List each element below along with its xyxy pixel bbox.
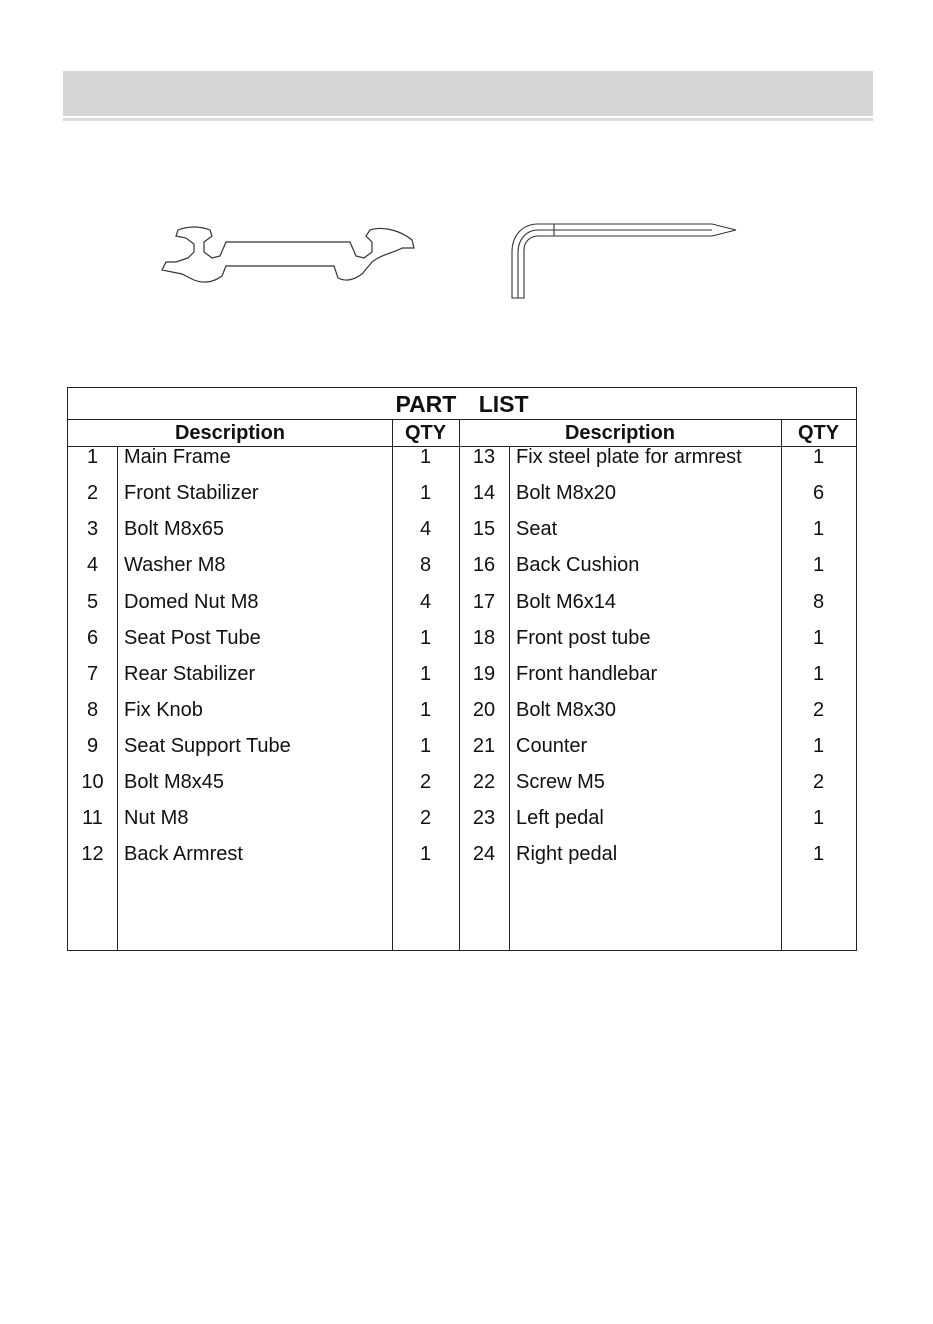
part-description: Main Frame <box>124 446 231 468</box>
part-qty: 2 <box>812 771 825 793</box>
part-number: 20 <box>472 699 496 721</box>
part-number: 23 <box>472 807 496 829</box>
part-number: 8 <box>86 699 99 721</box>
part-number: 2 <box>86 482 99 504</box>
part-number: 6 <box>86 627 99 649</box>
col-divider <box>509 446 510 950</box>
part-qty: 4 <box>419 591 432 613</box>
part-number: 22 <box>472 771 496 793</box>
part-description: Bolt M8x30 <box>516 699 617 721</box>
part-number: 21 <box>472 735 496 757</box>
tools-illustration <box>0 0 933 330</box>
part-qty: 1 <box>812 518 825 540</box>
parts-table <box>67 387 857 951</box>
part-number: 13 <box>472 446 496 468</box>
part-number: 18 <box>472 627 496 649</box>
part-description: Back Cushion <box>516 554 640 576</box>
part-number: 15 <box>472 518 496 540</box>
part-qty: 1 <box>812 663 825 685</box>
part-description: Seat Post Tube <box>124 627 261 649</box>
part-description: Bolt M6x14 <box>516 591 617 613</box>
part-qty: 1 <box>419 446 432 468</box>
part-qty: 2 <box>419 771 432 793</box>
part-description: Nut M8 <box>124 807 189 829</box>
part-qty: 1 <box>812 735 825 757</box>
part-qty: 1 <box>812 843 825 865</box>
part-description: Seat Support Tube <box>124 735 291 757</box>
part-number: 11 <box>82 807 103 829</box>
part-description: Fix Knob <box>124 699 203 721</box>
part-number: 12 <box>81 843 104 865</box>
part-qty: 1 <box>812 627 825 649</box>
part-number: 19 <box>472 663 496 685</box>
part-description: Bolt M8x45 <box>124 771 225 793</box>
wrench-icon <box>160 222 416 284</box>
header-description-right: Description <box>564 422 676 444</box>
part-qty: 1 <box>812 554 825 576</box>
part-qty: 1 <box>419 699 432 721</box>
part-qty: 2 <box>419 807 432 829</box>
part-description: Right pedal <box>516 843 618 865</box>
part-number: 3 <box>86 518 99 540</box>
part-description: Washer M8 <box>124 554 226 576</box>
part-description: Front Stabilizer <box>124 482 259 504</box>
part-number: 1 <box>86 446 99 468</box>
part-description: Domed Nut M8 <box>124 591 259 613</box>
part-number: 9 <box>86 735 99 757</box>
part-number: 17 <box>472 591 496 613</box>
part-number: 10 <box>81 771 104 793</box>
header-qty-left: QTY <box>404 422 447 444</box>
part-description: Counter <box>516 735 588 757</box>
part-qty: 1 <box>419 627 432 649</box>
part-description: Left pedal <box>516 807 604 829</box>
part-description: Seat <box>516 518 558 540</box>
part-qty: 1 <box>419 735 432 757</box>
part-qty: 1 <box>419 663 432 685</box>
part-description: Rear Stabilizer <box>124 663 256 685</box>
part-number: 16 <box>472 554 496 576</box>
part-number: 14 <box>472 482 496 504</box>
col-divider <box>117 446 118 950</box>
part-description: Bolt M8x65 <box>124 518 225 540</box>
part-qty: 1 <box>812 446 825 468</box>
part-description: Front post tube <box>516 627 651 649</box>
part-qty: 6 <box>812 482 825 504</box>
part-description: Bolt M8x20 <box>516 482 617 504</box>
header-description-left: Description <box>174 422 286 444</box>
part-qty: 1 <box>419 482 432 504</box>
table-title: PART LIST <box>395 391 529 417</box>
part-description: Fix steel plate for armrest <box>516 446 742 468</box>
part-description: Front handlebar <box>516 663 658 685</box>
part-qty: 1 <box>419 843 432 865</box>
part-description: Screw M5 <box>516 771 605 793</box>
part-number: 7 <box>86 663 99 685</box>
part-qty: 2 <box>812 699 825 721</box>
part-number: 5 <box>86 591 99 613</box>
part-qty: 8 <box>419 554 432 576</box>
hex-key-icon <box>508 218 740 304</box>
part-number: 24 <box>472 843 496 865</box>
part-qty: 1 <box>812 807 825 829</box>
part-number: 4 <box>86 554 99 576</box>
part-qty: 4 <box>419 518 432 540</box>
header-qty-right: QTY <box>797 422 840 444</box>
part-description: Back Armrest <box>124 843 243 865</box>
part-qty: 8 <box>812 591 825 613</box>
